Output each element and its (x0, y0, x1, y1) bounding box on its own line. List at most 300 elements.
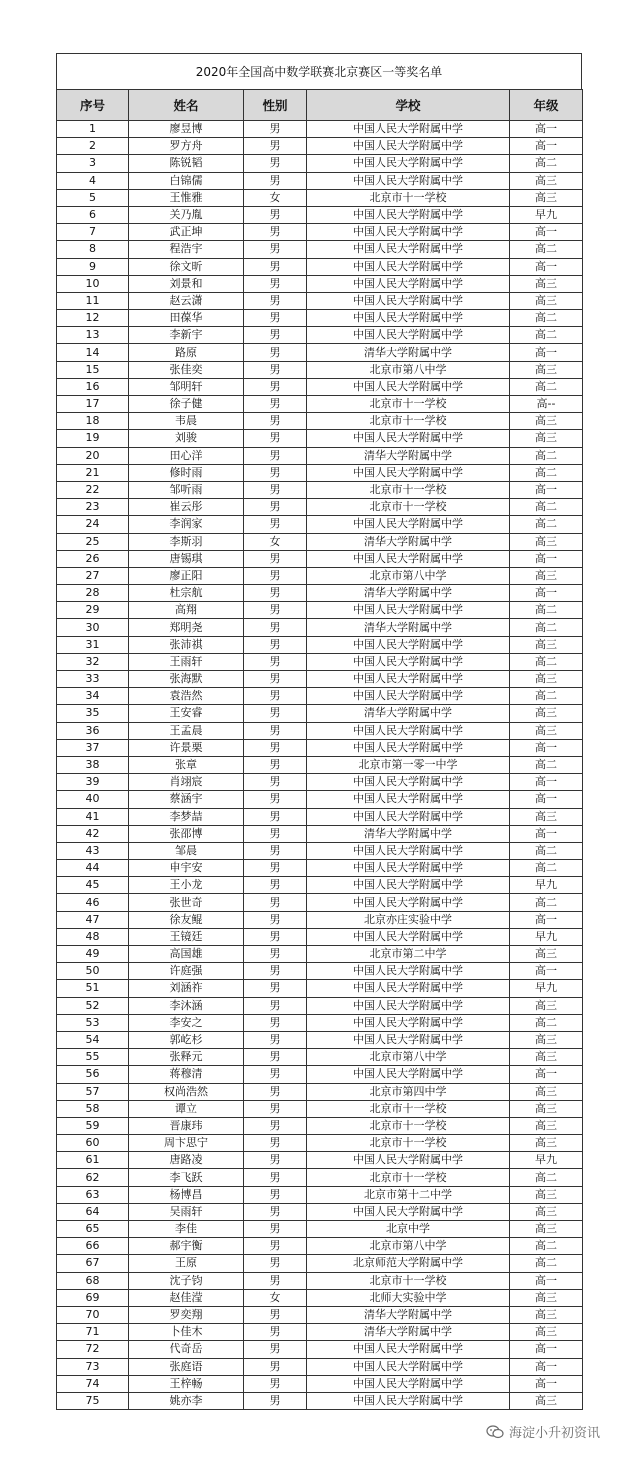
cell-index: 54 (57, 1031, 129, 1048)
cell-index: 60 (57, 1135, 129, 1152)
cell-gender: 男 (244, 636, 307, 653)
cell-school: 中国人民大学附属中学 (307, 602, 510, 619)
cell-grade: 高一 (510, 550, 583, 567)
cell-name: 刘涵祚 (129, 980, 244, 997)
cell-index: 65 (57, 1221, 129, 1238)
cell-grade: 高二 (510, 1238, 583, 1255)
cell-index: 13 (57, 327, 129, 344)
cell-name: 申宇安 (129, 860, 244, 877)
cell-school: 清华大学附属中学 (307, 585, 510, 602)
cell-index: 28 (57, 585, 129, 602)
cell-gender: 男 (244, 1392, 307, 1409)
table-row (57, 1238, 583, 1255)
header-index: 序号 (57, 90, 129, 121)
table-row (57, 1392, 583, 1409)
table-row (57, 1186, 583, 1203)
cell-grade: 高二 (510, 464, 583, 481)
table-row (57, 224, 583, 241)
cell-gender: 男 (244, 1272, 307, 1289)
cell-name: 王镜廷 (129, 928, 244, 945)
cell-school: 中国人民大学附属中学 (307, 1031, 510, 1048)
cell-index: 49 (57, 946, 129, 963)
cell-school: 中国人民大学附属中学 (307, 860, 510, 877)
cell-school: 中国人民大学附属中学 (307, 155, 510, 172)
cell-school: 北京市十一学校 (307, 481, 510, 498)
cell-gender: 男 (244, 1306, 307, 1323)
cell-index: 40 (57, 791, 129, 808)
cell-grade: 高二 (510, 842, 583, 859)
cell-name: 李佳 (129, 1221, 244, 1238)
cell-school: 中国人民大学附属中学 (307, 121, 510, 138)
cell-gender: 女 (244, 533, 307, 550)
cell-gender: 男 (244, 602, 307, 619)
cell-name: 周卞思宁 (129, 1135, 244, 1152)
cell-gender: 男 (244, 344, 307, 361)
table-row (57, 361, 583, 378)
cell-index: 12 (57, 310, 129, 327)
cell-name: 张世奇 (129, 894, 244, 911)
cell-name: 李飞跃 (129, 1169, 244, 1186)
table-row (57, 241, 583, 258)
cell-grade: 高二 (510, 1014, 583, 1031)
cell-grade: 高一 (510, 138, 583, 155)
cell-index: 52 (57, 997, 129, 1014)
cell-grade: 高二 (510, 688, 583, 705)
cell-school: 中国人民大学附属中学 (307, 550, 510, 567)
cell-school: 中国人民大学附属中学 (307, 1375, 510, 1392)
cell-grade: 早九 (510, 928, 583, 945)
cell-grade: 高一 (510, 344, 583, 361)
cell-gender: 男 (244, 1049, 307, 1066)
cell-name: 唐锡琪 (129, 550, 244, 567)
cell-school: 中国人民大学附属中学 (307, 894, 510, 911)
cell-index: 30 (57, 619, 129, 636)
table-row (57, 791, 583, 808)
table-row (57, 310, 583, 327)
table-row (57, 430, 583, 447)
cell-grade: 高三 (510, 172, 583, 189)
cell-name: 谭立 (129, 1100, 244, 1117)
cell-school: 清华大学附属中学 (307, 1324, 510, 1341)
header-grade: 年级 (510, 90, 583, 121)
cell-index: 2 (57, 138, 129, 155)
cell-grade: 高三 (510, 997, 583, 1014)
table-row (57, 963, 583, 980)
cell-gender: 男 (244, 378, 307, 395)
cell-name: 徐子健 (129, 396, 244, 413)
cell-school: 北京市十一学校 (307, 1272, 510, 1289)
cell-name: 李梦喆 (129, 808, 244, 825)
cell-index: 44 (57, 860, 129, 877)
cell-name: 唐路凌 (129, 1152, 244, 1169)
cell-name: 白锦儒 (129, 172, 244, 189)
table-row (57, 1031, 583, 1048)
cell-name: 邹晨 (129, 842, 244, 859)
cell-index: 58 (57, 1100, 129, 1117)
cell-name: 蔡涵宇 (129, 791, 244, 808)
cell-index: 10 (57, 275, 129, 292)
cell-grade: 高一 (510, 791, 583, 808)
cell-index: 31 (57, 636, 129, 653)
cell-grade: 高三 (510, 671, 583, 688)
table-row (57, 1169, 583, 1186)
cell-grade: 早九 (510, 980, 583, 997)
table-row (57, 1152, 583, 1169)
cell-gender: 男 (244, 292, 307, 309)
table-row (57, 258, 583, 275)
cell-gender: 男 (244, 121, 307, 138)
cell-gender: 男 (244, 413, 307, 430)
cell-school: 中国人民大学附属中学 (307, 138, 510, 155)
table-row (57, 481, 583, 498)
cell-name: 路原 (129, 344, 244, 361)
cell-gender: 男 (244, 619, 307, 636)
table-row (57, 1014, 583, 1031)
cell-name: 王小龙 (129, 877, 244, 894)
cell-school: 中国人民大学附属中学 (307, 241, 510, 258)
cell-index: 19 (57, 430, 129, 447)
cell-grade: 高二 (510, 327, 583, 344)
cell-index: 29 (57, 602, 129, 619)
cell-school: 北京市十一学校 (307, 1135, 510, 1152)
cell-name: 王梓畅 (129, 1375, 244, 1392)
cell-index: 62 (57, 1169, 129, 1186)
cell-gender: 男 (244, 911, 307, 928)
cell-name: 张邵博 (129, 825, 244, 842)
cell-name: 权尚浩然 (129, 1083, 244, 1100)
table-row (57, 189, 583, 206)
cell-name: 郑明尧 (129, 619, 244, 636)
cell-school: 北京市第八中学 (307, 1049, 510, 1066)
cell-grade: 高三 (510, 1031, 583, 1048)
table-row (57, 396, 583, 413)
cell-gender: 男 (244, 1341, 307, 1358)
table-row (57, 499, 583, 516)
cell-school: 中国人民大学附属中学 (307, 842, 510, 859)
cell-grade: 高二 (510, 860, 583, 877)
cell-grade: 高三 (510, 533, 583, 550)
cell-index: 21 (57, 464, 129, 481)
cell-grade: 高三 (510, 1100, 583, 1117)
cell-school: 中国人民大学附属中学 (307, 774, 510, 791)
cell-name: 韦晨 (129, 413, 244, 430)
cell-name: 廖正阳 (129, 567, 244, 584)
cell-grade: 高二 (510, 378, 583, 395)
table-row (57, 1100, 583, 1117)
cell-grade: 高三 (510, 189, 583, 206)
cell-index: 75 (57, 1392, 129, 1409)
cell-name: 李沐涵 (129, 997, 244, 1014)
table-row (57, 533, 583, 550)
cell-grade: 高三 (510, 1392, 583, 1409)
table-row (57, 619, 583, 636)
watermark-text: 海淀小升初资讯 (509, 1426, 601, 1441)
table-row (57, 997, 583, 1014)
cell-index: 36 (57, 722, 129, 739)
cell-index: 4 (57, 172, 129, 189)
cell-index: 63 (57, 1186, 129, 1203)
cell-school: 中国人民大学附属中学 (307, 1152, 510, 1169)
cell-index: 38 (57, 756, 129, 773)
cell-name: 田葆华 (129, 310, 244, 327)
table-row (57, 1117, 583, 1134)
cell-school: 中国人民大学附属中学 (307, 292, 510, 309)
cell-name: 张庭语 (129, 1358, 244, 1375)
cell-gender: 男 (244, 361, 307, 378)
cell-grade: 高一 (510, 1272, 583, 1289)
cell-grade: 高三 (510, 430, 583, 447)
cell-gender: 男 (244, 430, 307, 447)
cell-gender: 男 (244, 860, 307, 877)
cell-school: 中国人民大学附属中学 (307, 671, 510, 688)
cell-index: 25 (57, 533, 129, 550)
cell-school: 北京市十一学校 (307, 396, 510, 413)
header-name: 姓名 (129, 90, 244, 121)
cell-name: 张沛祺 (129, 636, 244, 653)
cell-gender: 男 (244, 980, 307, 997)
cell-index: 41 (57, 808, 129, 825)
cell-grade: 高二 (510, 155, 583, 172)
cell-grade: 高一 (510, 224, 583, 241)
table-row (57, 155, 583, 172)
cell-gender: 男 (244, 877, 307, 894)
cell-school: 清华大学附属中学 (307, 533, 510, 550)
cell-school: 北京市第八中学 (307, 1238, 510, 1255)
table-row (57, 636, 583, 653)
cell-name: 张释元 (129, 1049, 244, 1066)
table-row (57, 1289, 583, 1306)
cell-index: 71 (57, 1324, 129, 1341)
cell-index: 43 (57, 842, 129, 859)
cell-school: 北京市第十二中学 (307, 1186, 510, 1203)
cell-grade: 高三 (510, 1289, 583, 1306)
cell-name: 高翔 (129, 602, 244, 619)
cell-grade: 高三 (510, 1186, 583, 1203)
cell-school: 中国人民大学附属中学 (307, 688, 510, 705)
table-row (57, 464, 583, 481)
table-row (57, 585, 583, 602)
cell-school: 中国人民大学附属中学 (307, 1203, 510, 1220)
cell-gender: 男 (244, 1238, 307, 1255)
cell-school: 中国人民大学附属中学 (307, 928, 510, 945)
cell-name: 李安之 (129, 1014, 244, 1031)
cell-gender: 男 (244, 327, 307, 344)
cell-gender: 男 (244, 997, 307, 1014)
cell-gender: 男 (244, 774, 307, 791)
cell-school: 中国人民大学附属中学 (307, 808, 510, 825)
cell-grade: 高二 (510, 1169, 583, 1186)
cell-school: 北京市十一学校 (307, 499, 510, 516)
cell-school: 中国人民大学附属中学 (307, 791, 510, 808)
cell-name: 郝宇衡 (129, 1238, 244, 1255)
cell-index: 23 (57, 499, 129, 516)
cell-index: 74 (57, 1375, 129, 1392)
cell-school: 中国人民大学附属中学 (307, 258, 510, 275)
cell-index: 61 (57, 1152, 129, 1169)
table-row (57, 688, 583, 705)
cell-grade: 高二 (510, 447, 583, 464)
cell-school: 中国人民大学附属中学 (307, 653, 510, 670)
cell-index: 24 (57, 516, 129, 533)
cell-name: 代奇岳 (129, 1341, 244, 1358)
cell-gender: 男 (244, 1324, 307, 1341)
cell-school: 北京市十一学校 (307, 1100, 510, 1117)
table-row (57, 292, 583, 309)
cell-grade: 高一 (510, 258, 583, 275)
cell-grade: 高二 (510, 653, 583, 670)
table-row (57, 602, 583, 619)
cell-index: 73 (57, 1358, 129, 1375)
watermark (486, 1422, 600, 1441)
cell-grade: 高一 (510, 739, 583, 756)
cell-gender: 男 (244, 928, 307, 945)
cell-index: 56 (57, 1066, 129, 1083)
cell-school: 中国人民大学附属中学 (307, 739, 510, 756)
cell-grade: 高一 (510, 963, 583, 980)
cell-index: 46 (57, 894, 129, 911)
cell-index: 14 (57, 344, 129, 361)
cell-grade: 高二 (510, 602, 583, 619)
cell-school: 北京市第一零一中学 (307, 756, 510, 773)
cell-index: 5 (57, 189, 129, 206)
table-row (57, 1083, 583, 1100)
cell-name: 李润家 (129, 516, 244, 533)
cell-grade: 高三 (510, 636, 583, 653)
cell-grade: 高三 (510, 413, 583, 430)
cell-name: 罗奕翔 (129, 1306, 244, 1323)
table-row (57, 1358, 583, 1375)
table-row (57, 1255, 583, 1272)
table-row (57, 928, 583, 945)
cell-school: 中国人民大学附属中学 (307, 378, 510, 395)
cell-grade: 高三 (510, 1049, 583, 1066)
cell-school: 中国人民大学附属中学 (307, 1392, 510, 1409)
cell-gender: 男 (244, 1203, 307, 1220)
cell-grade: 早九 (510, 877, 583, 894)
cell-gender: 男 (244, 224, 307, 241)
cell-school: 北京市第八中学 (307, 361, 510, 378)
cell-gender: 男 (244, 1169, 307, 1186)
cell-school: 北京市十一学校 (307, 1169, 510, 1186)
cell-index: 55 (57, 1049, 129, 1066)
table-row (57, 1272, 583, 1289)
cell-name: 郭屹杉 (129, 1031, 244, 1048)
cell-school: 中国人民大学附属中学 (307, 224, 510, 241)
cell-school: 中国人民大学附属中学 (307, 310, 510, 327)
cell-grade: 高一 (510, 585, 583, 602)
cell-school: 北京市第二中学 (307, 946, 510, 963)
cell-name: 姚亦李 (129, 1392, 244, 1409)
cell-gender: 男 (244, 275, 307, 292)
cell-school: 北京市十一学校 (307, 1117, 510, 1134)
table-row (57, 550, 583, 567)
table-row (57, 774, 583, 791)
cell-gender: 男 (244, 688, 307, 705)
cell-school: 清华大学附属中学 (307, 619, 510, 636)
cell-grade: 高一 (510, 1066, 583, 1083)
cell-name: 高国雄 (129, 946, 244, 963)
cell-school: 中国人民大学附属中学 (307, 722, 510, 739)
cell-school: 北京市第八中学 (307, 567, 510, 584)
cell-school: 中国人民大学附属中学 (307, 1014, 510, 1031)
cell-gender: 男 (244, 842, 307, 859)
cell-gender: 男 (244, 946, 307, 963)
table-row (57, 1341, 583, 1358)
cell-name: 王孟晨 (129, 722, 244, 739)
cell-name: 赵云潇 (129, 292, 244, 309)
cell-name: 王惟雅 (129, 189, 244, 206)
table-row (57, 447, 583, 464)
cell-school: 中国人民大学附属中学 (307, 1358, 510, 1375)
cell-school: 中国人民大学附属中学 (307, 464, 510, 481)
cell-gender: 男 (244, 464, 307, 481)
table-row (57, 808, 583, 825)
table-row (57, 1066, 583, 1083)
cell-grade: 高二 (510, 756, 583, 773)
cell-gender: 男 (244, 1221, 307, 1238)
cell-grade: 高二 (510, 499, 583, 516)
cell-grade: 高二 (510, 619, 583, 636)
cell-school: 清华大学附属中学 (307, 1306, 510, 1323)
cell-name: 赵佳滢 (129, 1289, 244, 1306)
cell-index: 45 (57, 877, 129, 894)
cell-name: 张海默 (129, 671, 244, 688)
cell-index: 48 (57, 928, 129, 945)
cell-gender: 男 (244, 1117, 307, 1134)
cell-name: 邹听雨 (129, 481, 244, 498)
cell-gender: 男 (244, 825, 307, 842)
cell-school: 北京师范大学附属中学 (307, 1255, 510, 1272)
cell-index: 64 (57, 1203, 129, 1220)
cell-name: 晋康玮 (129, 1117, 244, 1134)
cell-gender: 男 (244, 756, 307, 773)
table-row (57, 980, 583, 997)
header-row (57, 90, 583, 121)
cell-grade: 高三 (510, 1324, 583, 1341)
cell-name: 罗方舟 (129, 138, 244, 155)
cell-index: 26 (57, 550, 129, 567)
cell-index: 22 (57, 481, 129, 498)
cell-gender: 男 (244, 1152, 307, 1169)
cell-name: 徐文昕 (129, 258, 244, 275)
cell-name: 程浩宇 (129, 241, 244, 258)
cell-school: 中国人民大学附属中学 (307, 516, 510, 533)
table-row (57, 894, 583, 911)
cell-index: 69 (57, 1289, 129, 1306)
cell-name: 吴雨轩 (129, 1203, 244, 1220)
table-row (57, 516, 583, 533)
cell-name: 杨博昌 (129, 1186, 244, 1203)
table-row (57, 877, 583, 894)
table-row (57, 327, 583, 344)
cell-index: 20 (57, 447, 129, 464)
cell-school: 中国人民大学附属中学 (307, 877, 510, 894)
cell-gender: 男 (244, 1255, 307, 1272)
cell-school: 中国人民大学附属中学 (307, 963, 510, 980)
cell-school: 清华大学附属中学 (307, 705, 510, 722)
cell-name: 崔云彤 (129, 499, 244, 516)
cell-index: 35 (57, 705, 129, 722)
cell-grade: 高二 (510, 894, 583, 911)
cell-grade: 高三 (510, 292, 583, 309)
cell-gender: 男 (244, 894, 307, 911)
cell-gender: 男 (244, 1186, 307, 1203)
cell-school: 中国人民大学附属中学 (307, 980, 510, 997)
cell-name: 廖昱博 (129, 121, 244, 138)
cell-school: 中国人民大学附属中学 (307, 636, 510, 653)
cell-grade: 高三 (510, 946, 583, 963)
cell-index: 7 (57, 224, 129, 241)
